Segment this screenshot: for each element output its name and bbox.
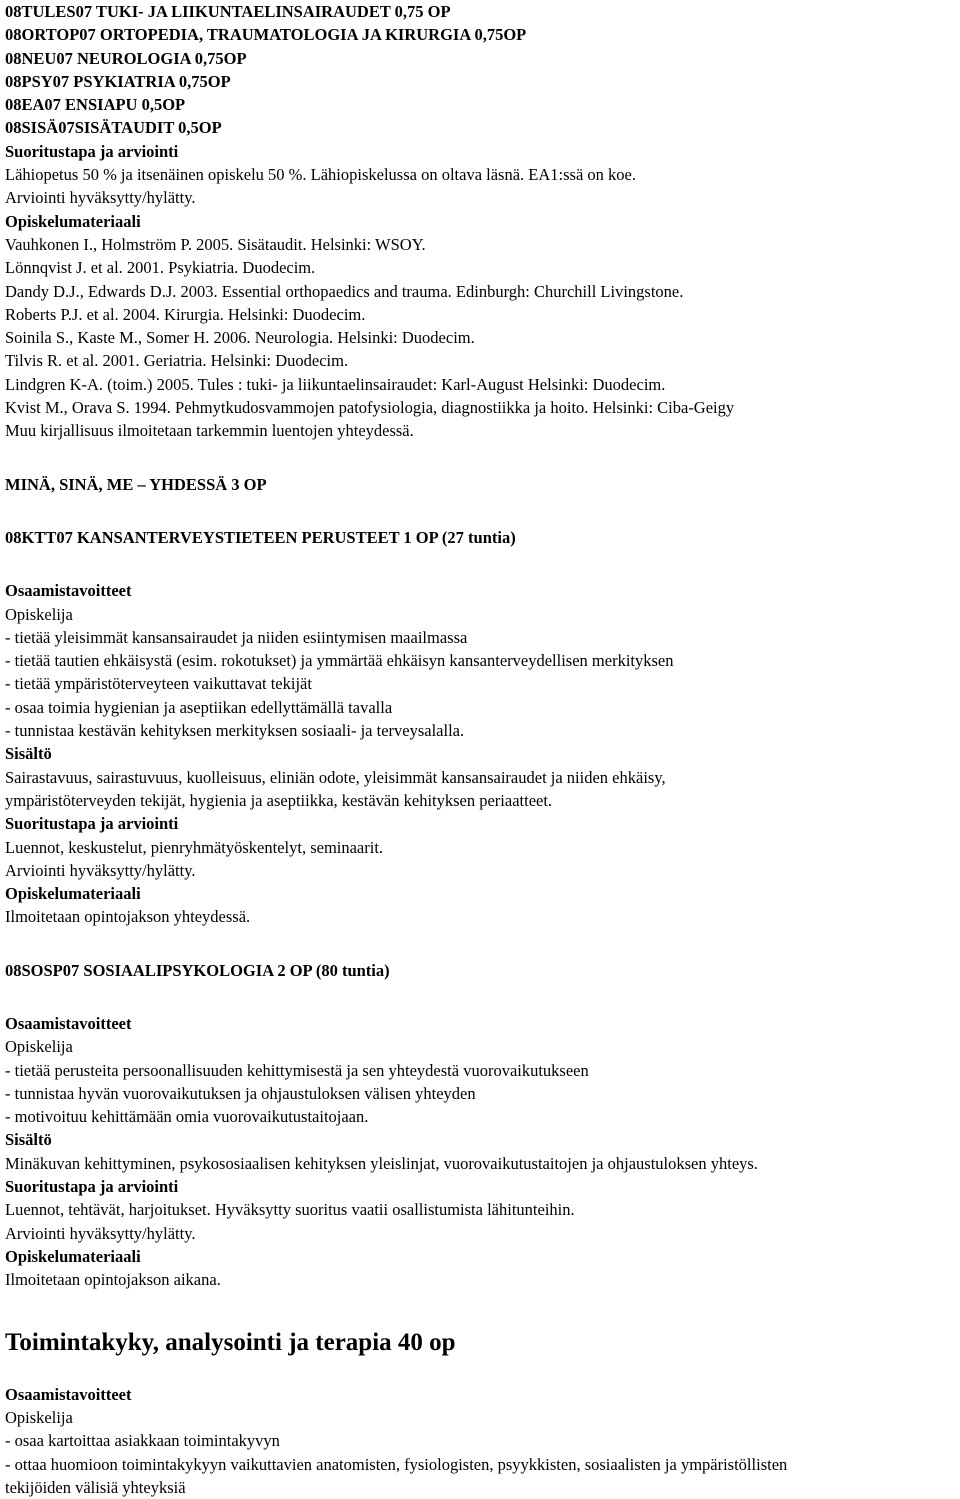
reference-line: Kvist M., Orava S. 1994. Pehmytkudosvammojen patofysiologia, diagnostiikka ja hoito. Helsinki: Ciba-Geigy <box>5 398 735 418</box>
paragraph: Luennot, tehtävät, harjoitukset. Hyväksytty suoritus vaatii osallistumista lähitunteihin. <box>5 1200 575 1220</box>
goal-item: - tietää tautien ehkäisystä (esim. rokotukset) ja ymmärtää ehkäisyn kansanterveydellisen merkityksen <box>5 651 674 671</box>
course-title: 08SOSP07 SOSIAALIPSYKOLOGIA 2 OP (80 tuntia) <box>5 960 390 980</box>
reference-line: Dandy D.J., Edwards D.J. 2003. Essential orthopaedics and trauma. Edinburgh: Churchill Livingstone. <box>5 281 684 301</box>
reference-line: Vauhkonen I., Holmström P. 2005. Sisätaudit. Helsinki: WSOY. <box>5 234 426 254</box>
goal-item: - tunnistaa kestävän kehityksen merkityksen sosiaali- ja terveysalalla. <box>5 721 465 741</box>
goal-item: - tunnistaa hyvän vuorovaikutuksen ja ohjaustuloksen välisen yhteyden <box>5 1083 476 1103</box>
paragraph: Sairastavuus, sairastuvuus, kuolleisuus, eliniän odote, yleisimmät kansansairaudet ja niiden ehkäisy, <box>5 767 666 787</box>
course-title: 08KTT07 KANSANTERVEYSTIETEEN PERUSTEET 1 OP (27 tuntia) <box>5 527 516 547</box>
section-heading: Suoritustapa ja arviointi <box>5 1177 179 1197</box>
section-heading: Opiskelumateriaali <box>5 211 141 231</box>
reference-line: Tilvis R. et al. 2001. Geriatria. Helsinki: Duodecim. <box>5 351 349 371</box>
course-code-line: 08SISÄ07SISÄTAUDIT 0,5OP <box>5 118 222 138</box>
goal-item: - ottaa huomioon toimintakykyyn vaikuttavien anatomisten, fysiologisten, psyykkisten, sosiaalisten ja ympäristöllisten <box>5 1454 788 1474</box>
paragraph: ympäristöterveyden tekijät, hygienia ja aseptiikka, kestävän kehityksen periaatteet. <box>5 790 553 810</box>
reference-line: Soinila S., Kaste M., Somer H. 2006. Neurologia. Helsinki: Duodecim. <box>5 328 475 348</box>
paragraph: Ilmoitetaan opintojakson yhteydessä. <box>5 907 251 927</box>
reference-line: Roberts P.J. et al. 2004. Kirurgia. Helsinki: Duodecim. <box>5 304 366 324</box>
reference-line: Muu kirjallisuus ilmoitetaan tarkemmin luentojen yhteydessä. <box>5 421 414 441</box>
section-heading: Sisältö <box>5 1130 52 1150</box>
goal-item: - tietää perusteita persoonallisuuden kehittymisestä ja sen yhteydestä vuorovaikutukseen <box>5 1060 589 1080</box>
course-code-line: 08ORTOP07 ORTOPEDIA, TRAUMATOLOGIA JA KIRURGIA 0,75OP <box>5 25 527 45</box>
goal-item: - osaa toimia hygienian ja aseptiikan edellyttämällä tavalla <box>5 697 393 717</box>
paragraph: Arviointi hyväksytty/hylätty. <box>5 860 196 880</box>
paragraph: Lähiopetus 50 % ja itsenäinen opiskelu 50 %. Lähiopiskelussa on oltava läsnä. EA1:ssä on koe. <box>5 165 636 185</box>
section-heading: Sisältö <box>5 744 52 764</box>
paragraph: Arviointi hyväksytty/hylätty. <box>5 188 196 208</box>
major-section-title: Toimintakyky, analysointi ja terapia 40 op <box>5 1328 456 1356</box>
paragraph: Arviointi hyväksytty/hylätty. <box>5 1223 196 1243</box>
paragraph: Luennot, keskustelut, pienryhmätyöskentelyt, seminaarit. <box>5 837 384 857</box>
section-heading: Opiskelumateriaali <box>5 1246 141 1266</box>
paragraph: Minäkuvan kehittyminen, psykososiaalisen kehityksen yleislinjat, vuorovaikutustaitojen ja ohjaustuloksen yhteys. <box>5 1153 758 1173</box>
paragraph: Opiskelija <box>5 604 73 624</box>
course-code-line: 08EA07 ENSIAPU 0,5OP <box>5 95 186 115</box>
document-page <box>5 0 959 1499</box>
paragraph: Ilmoitetaan opintojakson aikana. <box>5 1270 221 1290</box>
section-heading: Osaamistavoitteet <box>5 581 132 601</box>
course-code-line: 08PSY07 PSYKIATRIA 0,75OP <box>5 71 231 91</box>
section-heading: Opiskelumateriaali <box>5 884 141 904</box>
paragraph: Opiskelija <box>5 1037 73 1057</box>
goal-item: - osaa kartoittaa asiakkaan toimintakyvyn <box>5 1431 280 1451</box>
goal-item: - tietää yleisimmät kansansairaudet ja niiden esiintymisen maailmassa <box>5 627 468 647</box>
section-heading: Osaamistavoitteet <box>5 1013 132 1033</box>
goal-item: - motivoituu kehittämään omia vuorovaikutustaitojaan. <box>5 1107 369 1127</box>
reference-line: Lindgren K-A. (toim.) 2005. Tules : tuki- ja liikuntaelinsairaudet: Karl-August Helsinki: Duodecim. <box>5 374 666 394</box>
section-heading: Suoritustapa ja arviointi <box>5 141 179 161</box>
section-heading: Osaamistavoitteet <box>5 1384 132 1404</box>
paragraph: Opiskelija <box>5 1408 73 1428</box>
course-code-line: 08TULES07 TUKI- JA LIIKUNTAELINSAIRAUDET 0,75 OP <box>5 2 451 21</box>
goal-item: tekijöiden välisiä yhteyksiä <box>5 1478 186 1498</box>
course-code-line: 08NEU07 NEUROLOGIA 0,75OP <box>5 48 247 68</box>
module-heading: MINÄ, SINÄ, ME – YHDESSÄ 3 OP <box>5 474 267 494</box>
reference-line: Lönnqvist J. et al. 2001. Psykiatria. Duodecim. <box>5 258 316 278</box>
section-heading: Suoritustapa ja arviointi <box>5 814 179 834</box>
goal-item: - tietää ympäristöterveyteen vaikuttavat tekijät <box>5 674 312 694</box>
